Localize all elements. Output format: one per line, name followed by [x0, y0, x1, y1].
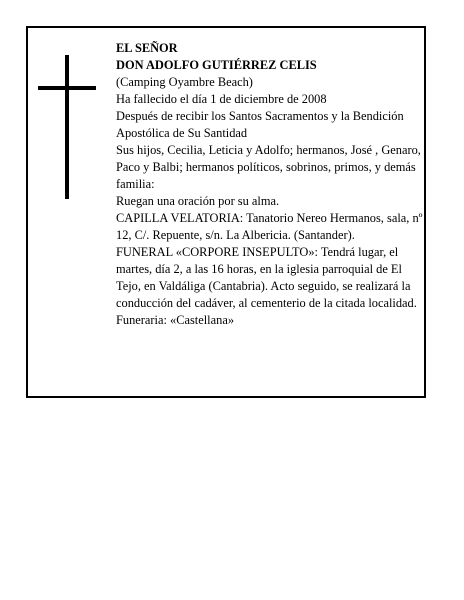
- cross-vertical-bar: [65, 55, 69, 199]
- cross-icon: [38, 55, 96, 199]
- sacraments-text: Después de recibir los Santos Sacramentos y la Bendición Apostólica de Su Santidad: [116, 109, 404, 140]
- funeral-info: FUNERAL «CORPORE INSEPULTO»: Tendrá lugar, el martes, día 2, a las 16 horas, en la iglesia parroquial de El Tejo, en Valdáliga (Cantabria). Acto seguido, se realizará la conducción del cadáver, al cementerio de la citada localidad.: [116, 245, 417, 310]
- family-text: Sus hijos, Cecilia, Leticia y Adolfo; hermanos, José , Genaro, Paco y Balbi; hermanos políticos, sobrinos, primos, y demás familia:: [116, 143, 421, 191]
- funeral-home: Funeraria: «Castellana»: [116, 313, 235, 327]
- deceased-name: DON ADOLFO GUTIÉRREZ CELIS: [116, 58, 317, 72]
- deceased-affiliation: (Camping Oyambre Beach): [116, 75, 253, 89]
- obituary-text: [116, 40, 424, 329]
- death-date: Ha fallecido el día 1 de diciembre de 2008: [116, 92, 327, 106]
- obituary-title: EL SEÑOR: [116, 41, 178, 55]
- obituary-notice: [26, 26, 426, 398]
- chapel-info: CAPILLA VELATORIA: Tanatorio Nereo Hermanos, sala, nº 12, C/. Repuente, s/n. La Albericia. (Santander).: [116, 211, 423, 242]
- cross-horizontal-bar: [38, 86, 96, 90]
- prayer-text: Ruegan una oración por su alma.: [116, 194, 280, 208]
